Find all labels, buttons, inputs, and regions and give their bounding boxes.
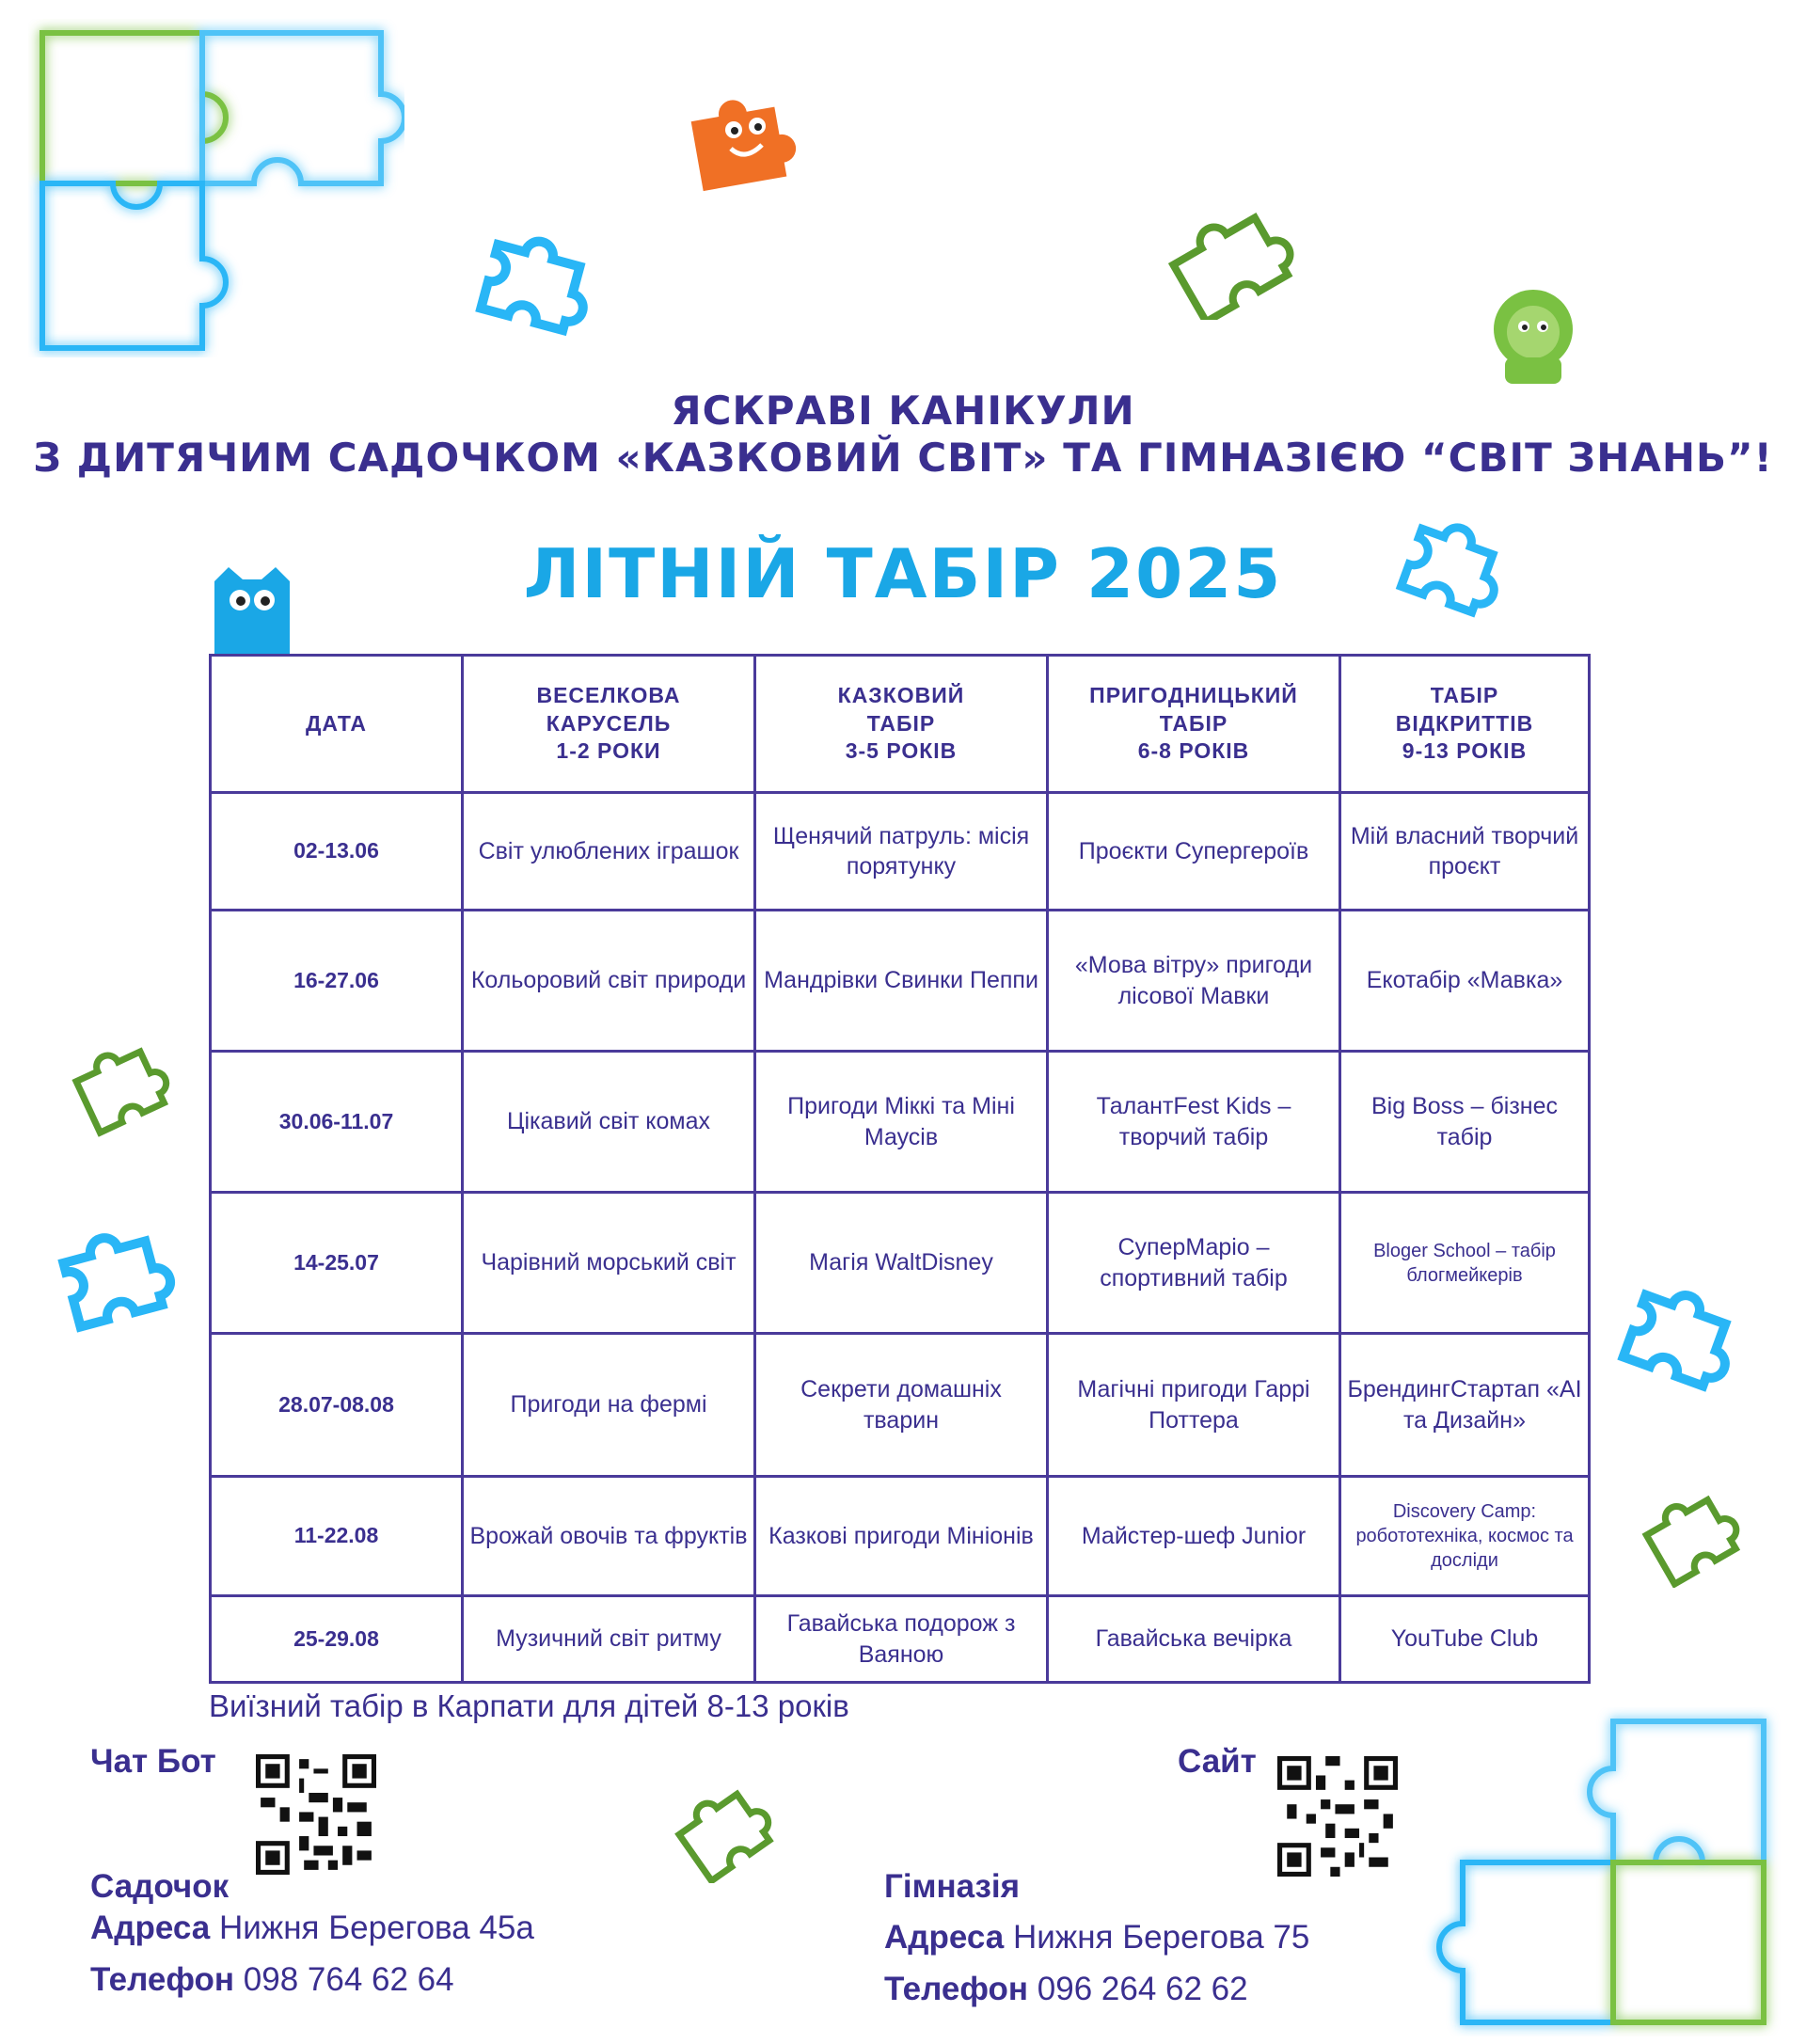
row-cell: БрендингСтартап «AI та Дизайн»: [1340, 1334, 1590, 1477]
kindergarten-address-value: Нижня Берегова 45а: [218, 1909, 534, 1946]
row-cell: Big Boss – бізнес табір: [1340, 1052, 1590, 1193]
gymnasium-phone: [884, 1971, 1248, 2008]
header-group-2: КАЗКОВИЙ ТАБІР 3-5 РОКІВ: [755, 656, 1048, 793]
row-cell: Магічні пригоди Гаррі Поттера: [1048, 1334, 1340, 1477]
row-cell: Проєкти Супергероїв: [1048, 793, 1340, 911]
row-cell: Мій власний творчий проєкт: [1340, 793, 1590, 911]
table-row: [211, 1596, 1590, 1683]
gymnasium-title: Гімназія: [884, 1868, 1021, 1905]
puzzle-piece-icon: [66, 1025, 179, 1138]
row-cell: СуперМаріо – спортивний табір: [1048, 1193, 1340, 1334]
row-date: 30.06-11.07: [211, 1052, 463, 1193]
row-cell: Кольоровий світ природи: [463, 911, 755, 1052]
row-cell: Bloger School – табір блогмейкерів: [1340, 1193, 1590, 1334]
site-label: Сайт: [1178, 1743, 1257, 1780]
table-row: [211, 911, 1590, 1052]
row-date: 25-29.08: [211, 1596, 463, 1683]
row-cell: Мандрівки Свинки Пеппи: [755, 911, 1048, 1052]
row-cell: Цікавий світ комах: [463, 1052, 755, 1193]
row-cell: Секрети домашніх тварин: [755, 1334, 1048, 1477]
row-cell: Казкові пригоди Мініонів: [755, 1477, 1048, 1596]
headline-line-2: З ДИТЯЧИМ САДОЧКОМ «КАЗКОВИЙ СВІТ» ТА ГІМНАЗІЄЮ “СВІТ ЗНАНЬ”!: [33, 435, 1773, 481]
kindergarten-title: Садочок: [90, 1868, 230, 1905]
row-cell: ТалантFest Kids – творчий табір: [1048, 1052, 1340, 1193]
puzzle-frame-bottom-right: [1420, 1707, 1787, 2036]
row-cell: Discovery Camp: робототехніка, космос та досліди: [1340, 1477, 1590, 1596]
gymnasium-address-label: Адреса: [884, 1919, 1005, 1956]
kindergarten-address: [90, 1909, 534, 1947]
kindergarten-address-label: Адреса: [90, 1909, 211, 1946]
header-group-4: ТАБІР ВІДКРИТТІВ 9-13 РОКІВ: [1340, 656, 1590, 793]
puzzle-piece-icon: [52, 1213, 183, 1340]
table-row: [211, 793, 1590, 911]
puzzle-piece-icon: [470, 218, 602, 341]
row-date: 02-13.06: [211, 793, 463, 911]
puzzle-piece-icon: [1162, 188, 1303, 320]
row-cell: Пригоди Міккі та Міні Маусів: [755, 1052, 1048, 1193]
chatbot-label: Чат Бот: [90, 1743, 216, 1780]
row-cell: Світ улюблених іграшок: [463, 793, 755, 911]
row-date: 11-22.08: [211, 1477, 463, 1596]
gymnasium-address-value: Нижня Берегова 75: [1012, 1919, 1310, 1956]
row-cell: Врожай овочів та фруктів: [463, 1477, 755, 1596]
schedule-table: [209, 654, 1591, 1684]
row-date: 14-25.07: [211, 1193, 463, 1334]
row-cell: Щенячий патруль: місія порятунку: [755, 793, 1048, 911]
header-group-3: ПРИГОДНИЦЬКИЙ ТАБІР 6-8 РОКІВ: [1048, 656, 1340, 793]
row-cell: Музичний світ ритму: [463, 1596, 755, 1683]
gymnasium-phone-value: 096 264 62 62: [1037, 1971, 1248, 2007]
gymnasium-phone-label: Телефон: [884, 1971, 1029, 2007]
row-cell: Пригоди на фермі: [463, 1334, 755, 1477]
chatbot-qr-code[interactable]: [256, 1754, 376, 1875]
row-cell: «Мова вітру» пригоди лісової Мавки: [1048, 911, 1340, 1052]
header-group-1: ВЕСЕЛКОВА КАРУСЕЛЬ 1-2 РОКИ: [463, 656, 755, 793]
row-cell: Майстер-шеф Junior: [1048, 1477, 1340, 1596]
row-cell: Гавайська подорож з Ваяною: [755, 1596, 1048, 1683]
kindergarten-phone-label: Телефон: [90, 1961, 235, 1998]
puzzle-piece-icon: [1613, 1270, 1745, 1397]
table-header-row: [211, 656, 1590, 793]
gymnasium-address: [884, 1919, 1309, 1957]
row-cell: Екотабір «Мавка»: [1340, 911, 1590, 1052]
row-cell: Гавайська вечірка: [1048, 1596, 1340, 1683]
row-date: 28.07-08.08: [211, 1334, 463, 1477]
table-row: [211, 1334, 1590, 1477]
headline-line-1: ЯСКРАВІ КАНІКУЛИ: [671, 388, 1135, 434]
kindergarten-phone-value: 098 764 62 64: [243, 1961, 454, 1998]
row-cell: YouTube Club: [1340, 1596, 1590, 1683]
row-cell: Чарівний морський світ: [463, 1193, 755, 1334]
puzzle-piece-icon: [1637, 1475, 1750, 1588]
orange-monster-mascot: [682, 85, 804, 198]
kindergarten-phone: [90, 1961, 454, 1999]
camp-title: ЛІТНІЙ ТАБІР 2025: [523, 534, 1283, 613]
table-row: [211, 1193, 1590, 1334]
header-date: ДАТА: [211, 656, 463, 793]
table-row: [211, 1052, 1590, 1193]
site-qr-code[interactable]: [1277, 1756, 1398, 1877]
puzzle-piece-icon: [670, 1770, 783, 1883]
row-date: 16-27.06: [211, 911, 463, 1052]
trip-footnote: Виїзний табір в Карпати для дітей 8-13 років: [209, 1688, 849, 1723]
green-lion-mascot: [1477, 277, 1590, 390]
puzzle-frame-top-left: [28, 19, 404, 357]
table-row: [211, 1477, 1590, 1596]
row-cell: Магія WaltDisney: [755, 1193, 1048, 1334]
